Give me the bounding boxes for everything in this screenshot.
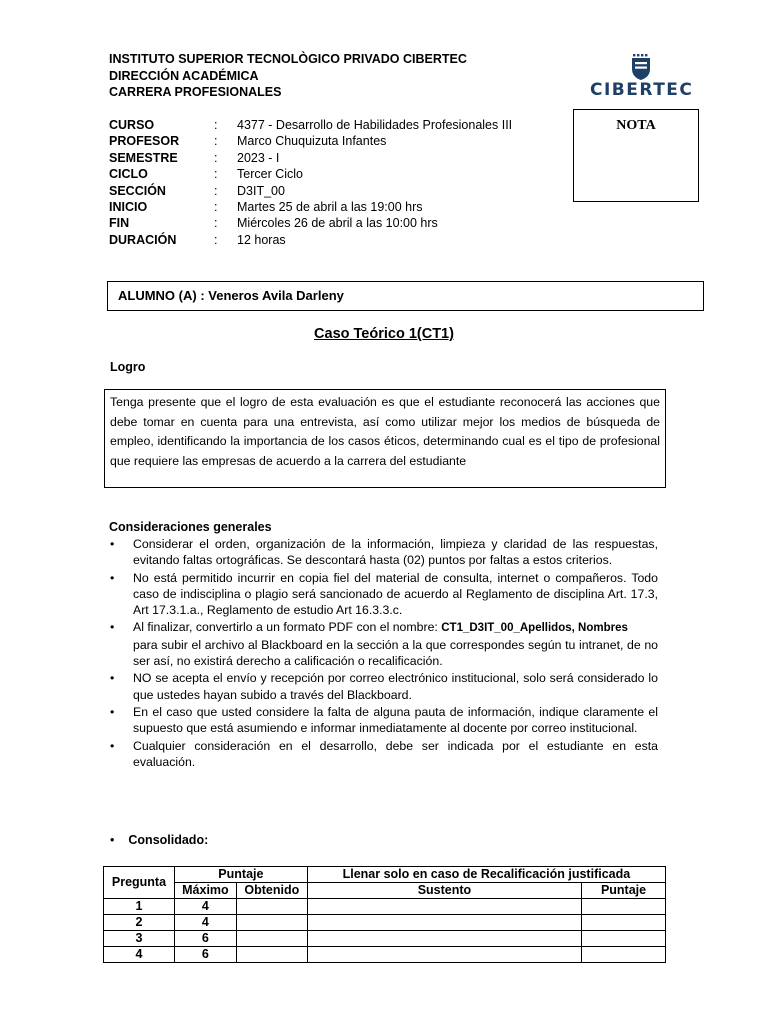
grade-label: NOTA (616, 118, 656, 133)
cell-pregunta: 4 (104, 947, 175, 963)
cell-pregunta: 2 (104, 915, 175, 931)
info-label: CICLO (109, 167, 148, 182)
cell-pregunta: 1 (104, 899, 175, 915)
table-row (104, 931, 666, 947)
cell-obtenido (236, 899, 307, 915)
list-item: • No está permitido incurrir en copia fiel del material de consulta, internet o compañeros. Todo caso de indisciplina o plagio será sancionado de acuerdo al Reglamento de disciplina Art. 17.3, Art 17.3.1.a., Reglamento de estudio Art 16.3.3.c. (110, 570, 658, 619)
cell-maximo: 4 (174, 915, 236, 931)
cibertec-logo (590, 54, 692, 100)
pdf-instruction-rest: para subir el archivo al Blackboard en la sección a la que correspondes según tu intranet, de no ser así, no existirá derecho a calificación o recalificación. (133, 637, 658, 669)
considerations-list (110, 536, 658, 771)
cell-sustento (307, 915, 581, 931)
info-value: D3IT_00 (237, 183, 285, 198)
info-label: SEMESTRE (109, 150, 178, 165)
cell-sustento (307, 947, 581, 963)
table-row (104, 899, 666, 915)
cell-sustento (307, 931, 581, 947)
pdf-filename: CT1_D3IT_00_Apellidos, Nombres (441, 622, 628, 635)
header-pregunta: Pregunta (104, 867, 175, 899)
career-line: CARRERA PROFESIONALES (109, 85, 282, 99)
logro-text: Tenga presente que el logro de esta evaluación es que el estudiante reconocerá las acciones que debe tomar en cuenta para una entrevista, así como utilizar mejor los medios de búsqueda de empleo, identificando la importancia de los casos éticos, determinando cual es el tipo de profesional que requiere las empresas de acuerdo a la carrera del estudiante (104, 389, 666, 488)
info-label: DURACIÓN (109, 232, 177, 247)
student-name-box: ALUMNO (A) : Veneros Avila Darleny (107, 281, 704, 311)
info-colon: : (214, 199, 218, 214)
cell-obtenido (236, 915, 307, 931)
cell-maximo: 6 (174, 947, 236, 963)
institution-header (109, 51, 467, 101)
info-label: INICIO (109, 199, 148, 214)
header-puntaje: Puntaje (174, 867, 307, 883)
table-row (104, 915, 666, 931)
shield-icon (630, 54, 652, 80)
info-colon: : (214, 134, 218, 149)
cell-pregunta: 3 (104, 931, 175, 947)
cell-maximo: 4 (174, 899, 236, 915)
info-value: 2023 - I (237, 150, 280, 165)
document-title: Caso Teórico 1(CT1) (314, 326, 454, 342)
info-colon: : (214, 118, 218, 132)
header-puntaje-recal: Puntaje (582, 883, 666, 899)
list-item: • Considerar el orden, organización de la información, limpieza y claridad de las respuestas, evitando faltas ortográficas. Se descontará hasta (02) puntos por faltas a estos criterios. (110, 536, 658, 569)
info-value: Miércoles 26 de abril a las 10:00 hrs (237, 216, 438, 231)
header-sustento: Sustento (307, 883, 581, 899)
info-value: 4377 - Desarrollo de Habilidades Profesionales III (237, 118, 513, 132)
info-colon: : (214, 232, 218, 247)
cell-puntaje (582, 947, 666, 963)
list-item: • Cualquier consideración en el desarrollo, debe ser indicada por el estudiante en esta evaluación. (110, 738, 658, 771)
info-value: 12 horas (237, 232, 286, 247)
pdf-instruction: Al finalizar, convertirlo a un formato PDF con el nombre: (133, 620, 442, 635)
table-header-row (104, 867, 666, 883)
info-label: PROFESOR (109, 134, 180, 149)
cell-sustento (307, 899, 581, 915)
logo-text: CIBERTEC (590, 80, 694, 100)
info-colon: : (214, 216, 218, 231)
info-colon: : (214, 167, 218, 182)
header-obtenido: Obtenido (236, 883, 307, 899)
info-value: Martes 25 de abril a las 19:00 hrs (237, 199, 423, 214)
institution-name: INSTITUTO SUPERIOR TECNOLÒGICO PRIVADO CIBERTEC (109, 52, 467, 66)
info-colon: : (214, 150, 218, 165)
info-label: FIN (109, 216, 130, 231)
info-value: Tercer Ciclo (237, 167, 303, 182)
cell-obtenido (236, 947, 307, 963)
academic-direction: DIRECCIÓN ACADÉMICA (109, 68, 259, 83)
score-table (103, 866, 666, 963)
cell-puntaje (582, 931, 666, 947)
info-label: SECCIÓN (109, 183, 166, 198)
cell-puntaje (582, 899, 666, 915)
info-value: Marco Chuquizuta Infantes (237, 134, 387, 149)
info-label: CURSO (109, 118, 155, 132)
table-subheader-row (104, 883, 666, 899)
list-item-pdf (110, 619, 658, 669)
considerations-title: Consideraciones generales (109, 520, 272, 534)
table-row (104, 947, 666, 963)
logro-label: Logro (110, 360, 146, 374)
list-item: • En el caso que usted considere la falta de alguna pauta de información, indique claramente el supuesto que está asumiendo e informar inmediatamente al docente por correo institucional. (110, 704, 658, 737)
consolidado-label: • Consolidado: (110, 833, 208, 847)
info-colon: : (214, 183, 218, 198)
header-maximo: Máximo (174, 883, 236, 899)
header-recalificacion: Llenar solo en caso de Recalificación justificada (307, 867, 665, 883)
grade-box (573, 109, 699, 202)
cell-obtenido (236, 931, 307, 947)
cell-puntaje (582, 915, 666, 931)
list-item: • NO se acepta el envío y recepción por correo electrónico institucional, solo será considerado lo que ustedes hayan subido a través del Blackboard. (110, 670, 658, 703)
cell-maximo: 6 (174, 931, 236, 947)
